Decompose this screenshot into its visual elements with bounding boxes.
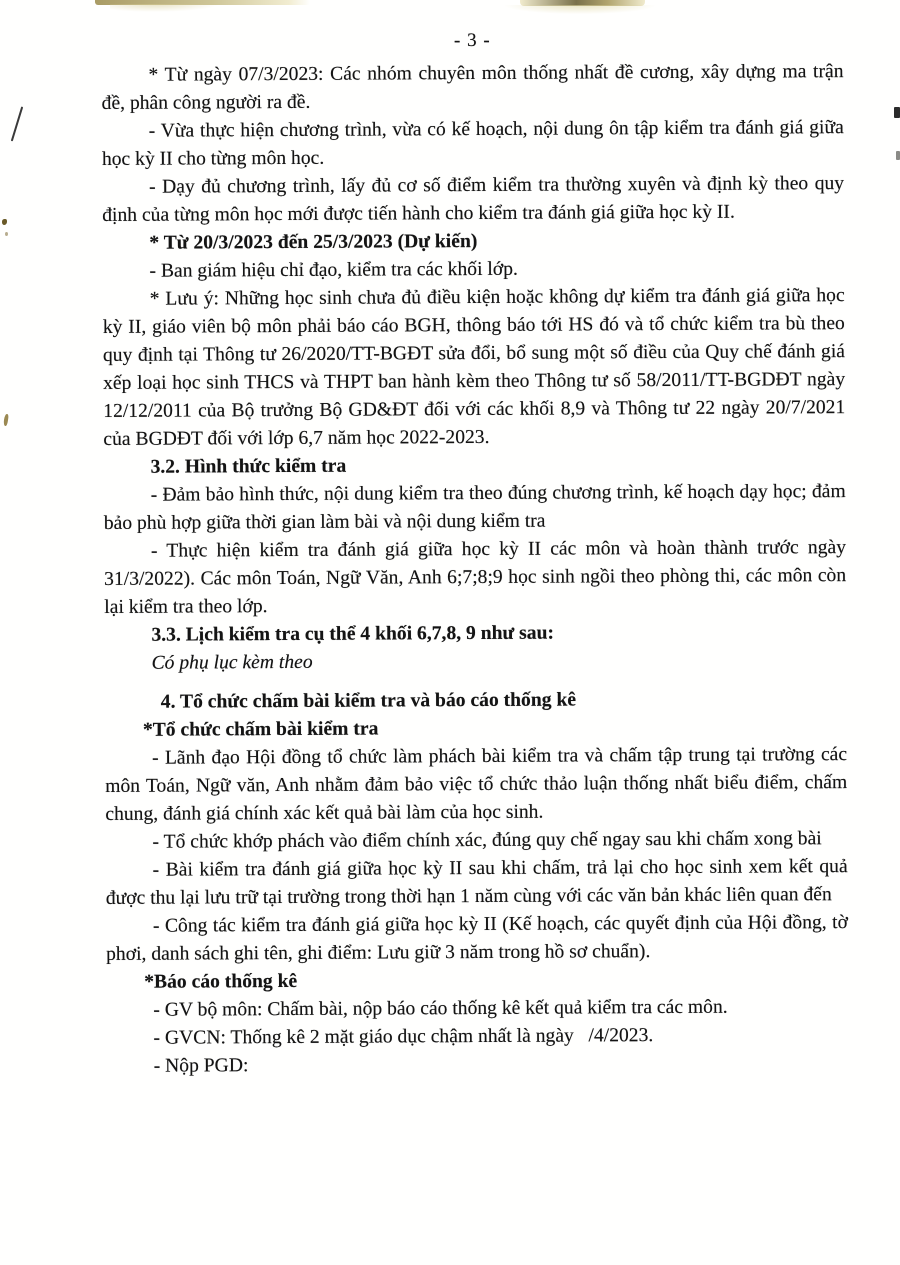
margin-speck-3 bbox=[3, 414, 9, 426]
page-number: - 3 - bbox=[453, 29, 491, 52]
scan-smudge-top-left-halo bbox=[110, 4, 220, 12]
heading-4-grading-reporting: 4. Tổ chức chấm bài kiểm tra và báo cáo thống kê bbox=[160, 689, 577, 713]
paragraph-council-grading: - Lãnh đạo Hội đồng tổ chức làm phách bài kiểm tra và chấm tập trung tại trường các môn Toán, Ngữ văn, Anh nhằm đảm bảo việc tổ chức thảo luận thống nhất biểu điểm, chấm chung, đánh giá chính xác kết quả bài làm của học sinh. bbox=[105, 744, 848, 825]
paragraph-return-papers: - Bài kiểm tra đánh giá giữa học kỳ II sau khi chấm, trả lại cho học sinh xem kết quả được thu lại lưu trữ tại trường trong thời hạn 1 năm cùng với các văn bản khác liên quan đến bbox=[105, 856, 848, 909]
margin-slash-mark bbox=[11, 106, 24, 141]
paragraph-subject-teacher-report: - GV bộ môn: Chấm bài, nộp báo cáo thống kê kết quả kiểm tra các môn. bbox=[153, 996, 728, 1021]
paragraph-complete-before: - Thực hiện kiểm tra đánh giá giữa học kỳ II các môn và hoàn thành trước ngày 31/3/2022). Các môn Toán, Ngữ Văn, Anh 6;7;8;9 học sinh ngồi theo phòng thi, các môn còn lại kiểm tra theo lớp. bbox=[104, 537, 847, 618]
paragraph-board-direct: - Ban giám hiệu chỉ đạo, kiểm tra các khối lớp. bbox=[149, 258, 518, 282]
right-edge-tick-2 bbox=[896, 151, 900, 160]
paragraph-archive-records: - Công tác kiểm tra đánh giá giữa học kỳ II (Kế hoạch, các quyết định của Hội đồng, tờ phơi, danh sách ghi tên, ghi điểm: Lưu giữ 3 năm trong hồ sơ chuẩn). bbox=[106, 912, 848, 965]
paragraph-homeroom-teacher-report: - GVCN: Thống kê 2 mặt giáo dục chậm nhất là ngày /4/2023. bbox=[153, 1025, 654, 1049]
paragraph-ensure-format: - Đảm bảo hình thức, nội dung kiểm tra theo đúng chương trình, kế hoạch dạy học; đảm bảo phù hợp giữa thời gian làm bài và nội dung kiểm tra bbox=[103, 481, 846, 534]
paragraph-submit-pgd: - Nộp PGD: bbox=[153, 1055, 249, 1077]
heading-statistics-report: *Báo cáo thống kê bbox=[144, 970, 298, 993]
heading-3-3-exam-schedule: 3.3. Lịch kiểm tra cụ thể 4 khối 6,7,8, 9 như sau: bbox=[151, 622, 555, 646]
scan-smudge-top-center-halo bbox=[505, 5, 655, 14]
heading-schedule-20-3: * Từ 20/3/2023 đến 25/3/2023 (Dự kiến) bbox=[149, 230, 478, 254]
margin-speck-1 bbox=[2, 219, 7, 225]
paragraph-match-scores: - Tổ chức khớp phách vào điểm chính xác, đúng quy chế ngay sau khi chấm xong bài bbox=[152, 828, 822, 853]
paragraph-teach-full-program: - Dạy đủ chương trình, lấy đủ cơ số điểm kiểm tra thường xuyên và định kỳ theo quy định của từng môn học mới được tiến hành cho kiểm tra đánh giá giữa học kỳ II. bbox=[102, 173, 845, 226]
paragraph-schedule-from-7-3: * Từ ngày 07/3/2023: Các nhóm chuyên môn thống nhất đề cương, xây dựng ma trận đề, phân công người ra đề. bbox=[101, 61, 844, 114]
heading-grading-organization: *Tổ chức chấm bài kiểm tra bbox=[142, 718, 379, 741]
margin-speck-2 bbox=[5, 232, 8, 236]
paragraph-note-makeup-exams: * Lưu ý: Những học sinh chưa đủ điều kiện hoặc không dự kiểm tra đánh giá giữa học kỳ II, giáo viên bộ môn phải báo cáo BGH, thông báo tới HS đó và tổ chức kiểm tra bù theo quy định tại Thông tư 26/2020/TT-BGĐT sửa đổi, bổ sung một số điều của Quy chế đánh giá xếp loại học sinh THCS và THPT ban hành kèm theo Thông tư số 58/2011/TT-BGDĐT ngày 12/12/2011 của Bộ trưởng Bộ GD&ĐT đối với các khối 8,9 và Thông tư 22 ngày 20/7/2021 của BGDĐT đối với lớp 6,7 năm học 2022-2023. bbox=[102, 285, 846, 450]
paragraph-program-plan: - Vừa thực hiện chương trình, vừa có kế hoạch, nội dung ôn tập kiểm tra đánh giá giữa học kỳ II cho từng môn học. bbox=[101, 117, 844, 170]
heading-3-2-exam-format: 3.2. Hình thức kiểm tra bbox=[150, 455, 347, 478]
right-edge-tick-1 bbox=[894, 107, 900, 118]
document-body bbox=[101, 28, 848, 1081]
paragraph-appendix-note: Có phụ lục kèm theo bbox=[151, 651, 313, 674]
